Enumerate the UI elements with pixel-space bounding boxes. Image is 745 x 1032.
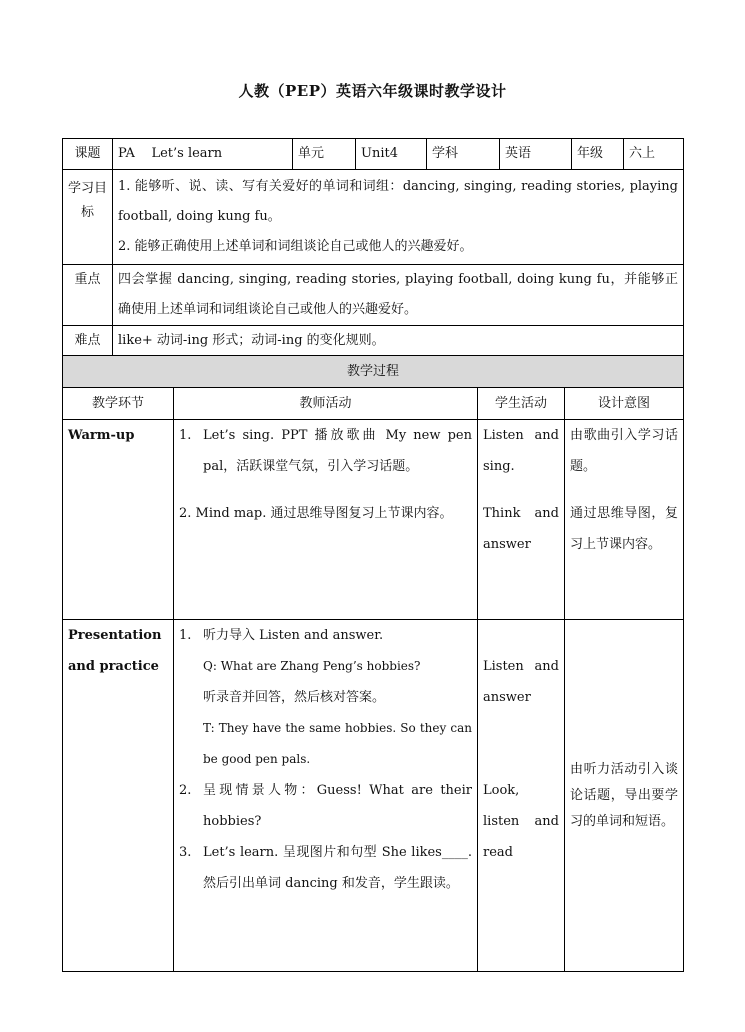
header-stage: 教学环节 (63, 388, 174, 420)
key-label: 重点 (63, 265, 113, 326)
warmup-teacher-item-1 (179, 420, 472, 482)
goal-2: 2. 能够正确使用上述单词和词组谈论自己或他人的兴趣爱好。 (118, 239, 473, 254)
presentation-row (63, 620, 684, 972)
warmup-teacher-item-2: 2. Mind map. 通过思维导图复习上节课内容。 (179, 506, 453, 521)
lesson-label: 课题 (63, 139, 113, 170)
presentation-student-1: Listen and answer (483, 659, 559, 705)
item-number: 2. (179, 783, 192, 798)
info-row-difficult (63, 326, 684, 357)
presentation-teacher-item-1 (179, 620, 472, 651)
goal-1: 1. 能够听、说、读、写有关爱好的单词和词组：dancing, singing, reading stories, playing football, doing kung fu。 (118, 179, 678, 224)
subject-label: 学科 (427, 139, 500, 170)
unit-label: 单元 (293, 139, 356, 170)
header-teacher: 教师活动 (174, 388, 478, 420)
presentation-teacher-line: T: They have the same hobbies. So they can be good pen pals. (203, 721, 472, 766)
item-number: 1. (179, 428, 192, 443)
item-number: 3. (179, 845, 192, 860)
grade-label: 年级 (572, 139, 624, 170)
item-text: 听力导入 Listen and answer. (203, 628, 384, 643)
process-header-row (63, 388, 684, 420)
unit-value: Unit4 (356, 139, 427, 170)
lesson-info-table (62, 138, 684, 357)
info-row-goals (63, 170, 684, 265)
header-student: 学生活动 (478, 388, 565, 420)
item-text: 呈现情景人物：Guess! What are their hobbies? (203, 783, 472, 829)
presentation-intent: 由听力活动引入谈论话题，导出要学习的单词和短语。 (570, 761, 679, 829)
item-number: 1. (179, 628, 192, 643)
warmup-student-1: Listen and sing. (483, 428, 559, 474)
goals-label: 学习目标 (63, 170, 113, 265)
difficult-value: like+ 动词-ing 形式；动词-ing 的变化规则。 (113, 326, 684, 357)
presentation-question: Q: What are Zhang Peng’s hobbies? (203, 659, 421, 673)
item-text: Let’s sing. PPT 播放歌曲 My new pen pal，活跃课堂气氛，引入学习话题。 (203, 428, 472, 474)
presentation-student-2: Look, listen and read (483, 783, 559, 860)
warmup-row (63, 420, 684, 620)
lesson-value: PA Let’s learn (113, 139, 293, 170)
warmup-intent-2: 通过思维导图，复习上节课内容。 (570, 506, 679, 552)
difficult-label: 难点 (63, 326, 113, 357)
warmup-intent-1: 由歌曲引入学习话题。 (570, 428, 679, 474)
teaching-process-table (62, 355, 684, 972)
subject-value: 英语 (500, 139, 572, 170)
info-row-key (63, 265, 684, 326)
presentation-teacher-item-2 (179, 775, 472, 837)
warmup-student-2: Think and answer (483, 506, 559, 552)
presentation-stage-line1: Presentation (68, 628, 162, 643)
presentation-teacher-item-3 (179, 837, 472, 899)
document-title: 人教（PEP）英语六年级课时教学设计 (238, 82, 507, 100)
key-value: 四会掌握 dancing, singing, reading stories, playing football, doing kung fu，并能够正确使用上述单词和词组谈论自己或他人的兴趣爱好。 (113, 265, 684, 326)
process-band-title: 教学过程 (63, 356, 684, 388)
warmup-stage: Warm-up (63, 420, 174, 620)
item-text: Let’s learn. 呈现图片和句型 She likes____. 然后引出单词 dancing 和发音，学生跟读。 (203, 845, 472, 891)
presentation-instruction: 听录音并回答，然后核对答案。 (203, 690, 386, 705)
header-intent: 设计意图 (565, 388, 684, 420)
info-row-lesson (63, 139, 684, 170)
presentation-stage-line2: and practice (68, 659, 159, 674)
grade-value: 六上 (624, 139, 684, 170)
